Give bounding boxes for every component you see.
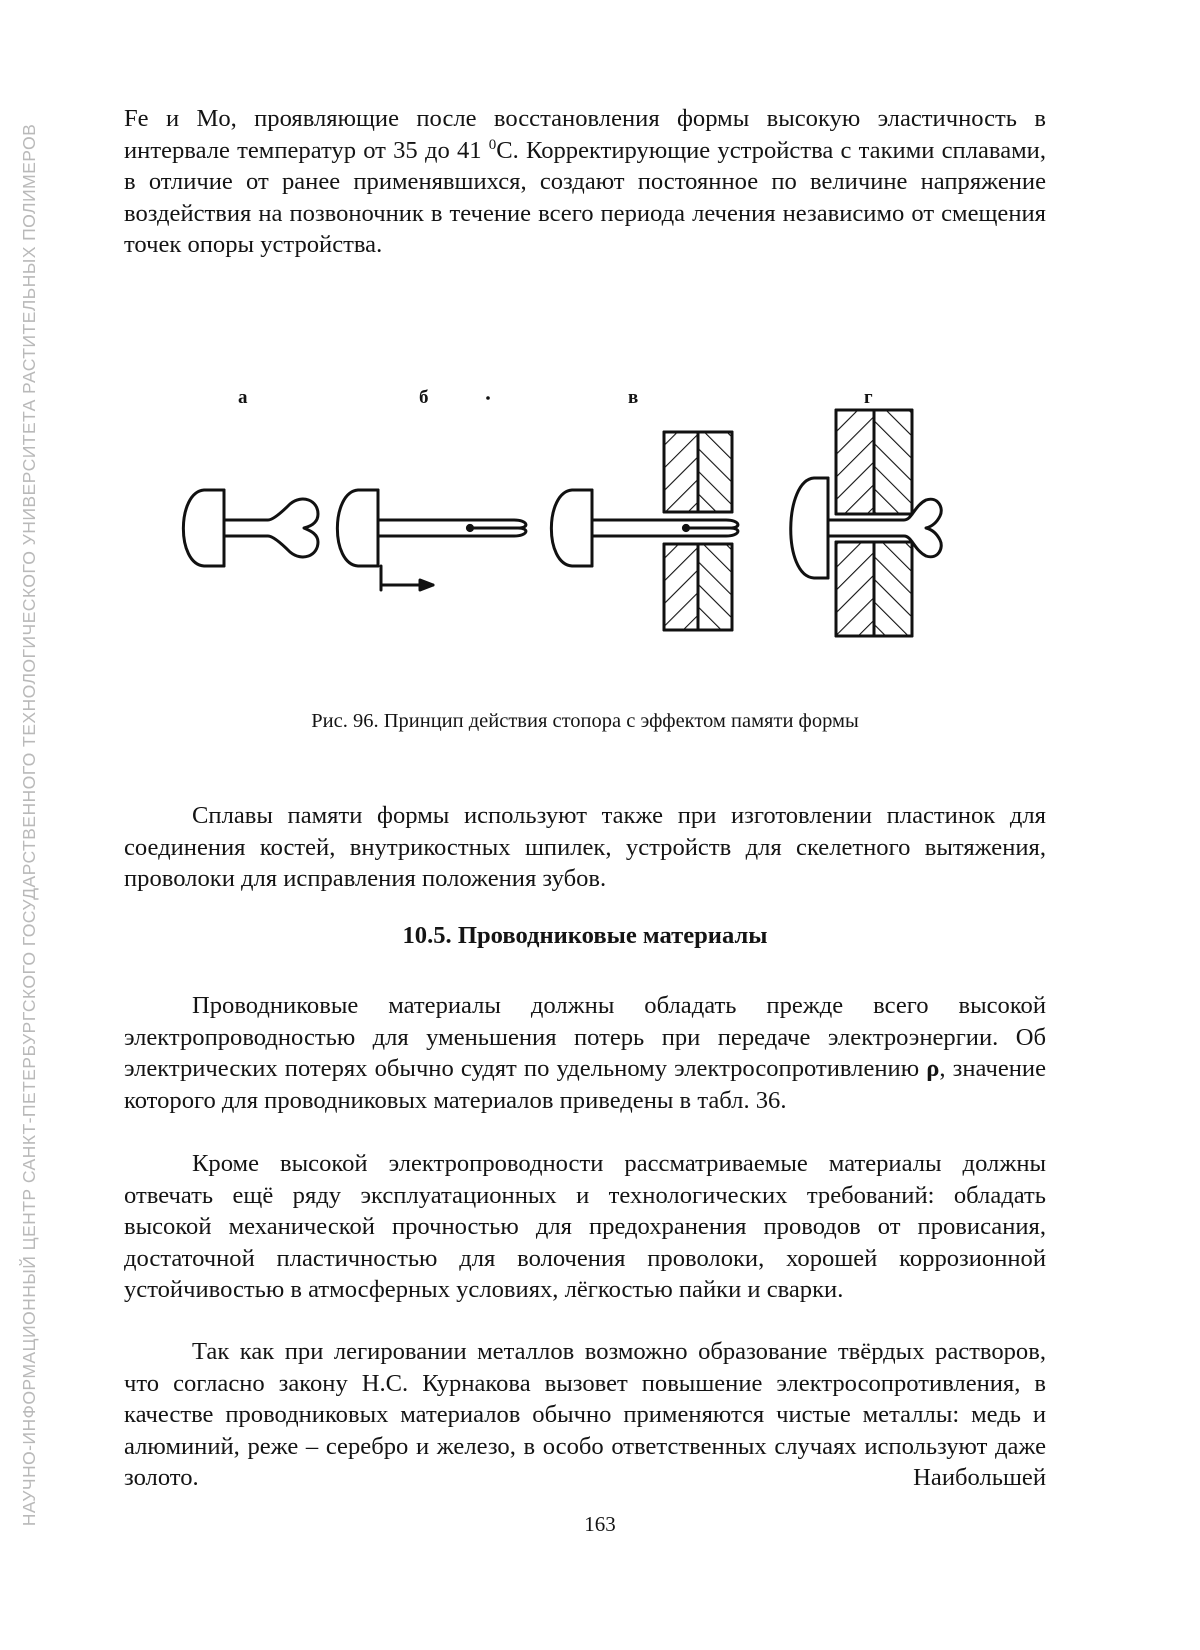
pure-metals-paragraph: Так как при легировании металлов возможно образование твёрдых растворов, что согласно закону Н.С. Курнакова вызовет повышение электросопротивления, в качестве проводниковых материалов обычно применяются чистые металлы: медь и алюминий, реже – серебро и железо, в особо ответственных случаях используют даже золото. Наибольшей (124, 1338, 1046, 1492)
figure-caption: Рис. 96. Принцип действия стопора с эффектом памяти формы (311, 710, 859, 732)
stopper-b-drawing (337, 490, 526, 590)
page-number: 163 (584, 1512, 616, 1536)
figure-label-g: г (864, 387, 873, 408)
shape-memory-stopper-figure (0, 0, 1200, 700)
section-heading: 10.5. Проводниковые материалы (402, 922, 768, 949)
conductors-intro-paragraph (124, 990, 1046, 1116)
stopper-a-drawing (183, 490, 318, 566)
conductors-text-2: , значение которого для проводниковых материалов приведены в табл. 36. (124, 1055, 1046, 1114)
library-watermark: НАУЧНО-ИНФОРМАЦИОННЫЙ ЦЕНТР САНКТ-ПЕТЕРБУРГСКОГО ГОСУДАРСТВЕННОГО ТЕХНОЛОГИЧЕСКОГО УНИВЕРСИТЕТА РАСТИТЕЛЬНЫХ ПОЛИМЕРОВ (19, 123, 39, 1527)
stopper-g-drawing (791, 410, 941, 636)
stopper-v-drawing (551, 432, 738, 630)
degree-superscript: 0 (488, 136, 497, 153)
stray-mark (486, 396, 490, 400)
intro-text-1: Fe и Mo, проявляющие после восстановления формы высокую эластичность в интервале температур от 35 до 41 (124, 105, 1046, 164)
conductors-text-1: Проводниковые материалы должны обладать прежде всего высокой электропроводностью для уменьшения потерь при передаче электроэнергии. Об электрических потерях обычно судят по удельному электросопротивлению (124, 992, 1046, 1083)
requirements-paragraph: Кроме высокой электропроводности рассматриваемые материалы должны отвечать ещё ряду эксплуатационных и технологических требований: обладать высокой механической прочностью для предохранения проводов от провисания, достаточной пластичностью для волочения проволоки, хорошей коррозионной устойчивостью в атмосферных условиях, лёгкостью пайки и сварки. (124, 1150, 1046, 1304)
shape-memory-uses-paragraph: Сплавы памяти формы используют также при изготовлении пластинок для соединения костей, внутрикостных шпилек, устройств для скелетного вытяжения, проволоки для исправления положения зубов. (124, 802, 1046, 893)
figure-label-a: а (238, 387, 248, 408)
figure-label-v: в (628, 387, 639, 408)
rho-symbol: ρ (926, 1055, 940, 1083)
intro-text-2: С. Корректирующие устройства с такими сплавами, в отличие от ранее применявшихся, создают постоянное по величине напряжение воздействия на позвоночник в течение всего периода лечения независимо от смещения точек опоры устройства. (124, 136, 1046, 259)
figure-label-b: б (419, 387, 429, 408)
